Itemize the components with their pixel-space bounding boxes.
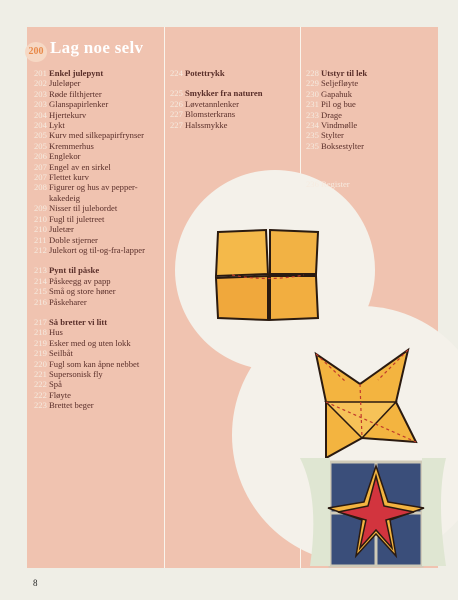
toc-entry[interactable]: 202 Juleløper — [34, 78, 81, 89]
toc-section-heading[interactable]: 213 Pynt til påske — [34, 265, 100, 276]
folded-square-illustration — [212, 226, 322, 324]
toc-entry[interactable]: 212 Julekort og til-og-fra-lapper — [34, 244, 145, 255]
star-fold-illustration — [296, 342, 426, 470]
toc-entry[interactable]: 205 Kremmerhus — [34, 140, 94, 151]
toc-entry[interactable]: 230 Gapahuk — [306, 88, 353, 99]
toc-entry[interactable]: 222 Fløyte — [34, 389, 71, 400]
toc-entry[interactable]: 201 Enkel julepynt — [34, 68, 104, 78]
toc-entry[interactable]: 204 Lykt — [34, 120, 65, 131]
toc-entry[interactable]: 234 Vindmølle — [306, 120, 358, 131]
toc-entry[interactable]: 235 Stylter — [306, 130, 344, 141]
toc-section-heading[interactable]: 228 Utstyr til lek — [306, 68, 368, 78]
toc-register — [306, 179, 350, 189]
toc-entry-continuation[interactable]: kakedeig — [49, 192, 81, 203]
toc-section-heading[interactable]: 217 Så bretter vi litt — [34, 316, 108, 327]
toc-entry[interactable]: 220 Fugl som kan åpne nebbet — [34, 358, 140, 369]
toc-entry[interactable]: 210 Juletær — [34, 224, 74, 235]
toc-column-3 — [306, 68, 367, 151]
toc-entry[interactable]: 235 Boksestylter — [306, 140, 364, 151]
toc-entry[interactable]: 216 Påskeharer — [34, 296, 87, 307]
toc-entry[interactable]: 226 Løvetannlenker — [170, 98, 239, 109]
toc-entry[interactable]: 211 Doble stjerner — [34, 234, 98, 245]
window-star-illustration — [296, 458, 446, 568]
toc-entry[interactable]: 214 Påskeegg av papp — [34, 275, 111, 286]
toc-entry[interactable]: 209 Nisser til julebordet — [34, 203, 118, 214]
page-title: Lag noe selv — [50, 38, 144, 57]
toc-entry[interactable]: 229 Seljefløyte — [306, 78, 359, 89]
toc-entry[interactable]: 208 Figurer og hus av pepper- — [34, 182, 138, 193]
toc-entry[interactable]: 227 Halssmykke — [170, 119, 228, 130]
toc-column-1 — [34, 68, 145, 411]
page-number: 8 — [33, 578, 38, 588]
toc-entry[interactable]: 218 Hus — [34, 327, 63, 338]
toc-entry[interactable]: 227 Blomsterkrans — [170, 109, 236, 120]
toc-entry[interactable]: 231 Pil og bue — [306, 99, 356, 110]
title-number: 200 — [25, 42, 47, 62]
toc-entry[interactable]: 222 Spå — [34, 379, 62, 390]
toc-entry[interactable]: 219 Esker med og uten lokk — [34, 337, 131, 348]
toc-entry[interactable]: 207 Engel av en sirkel — [34, 161, 111, 172]
toc-entry[interactable]: 203 Glanspapirlenker — [34, 99, 109, 110]
toc-entry[interactable]: 233 Drage — [306, 109, 342, 120]
toc-entry[interactable]: 207 Flettet kurv — [34, 172, 89, 183]
toc-entry[interactable]: 203 Røde filthjerter — [34, 88, 102, 99]
toc-section-heading[interactable]: 224 Potettrykk — [170, 68, 225, 78]
toc-entry[interactable]: 206 Englekor — [34, 151, 81, 162]
toc-entry[interactable]: 205 Kurv med silkepapirfrynser — [34, 130, 144, 141]
toc-entry[interactable]: 219 Seilbåt — [34, 348, 73, 359]
toc-section-heading[interactable]: 225 Smykker fra naturen — [170, 88, 263, 99]
toc-entry[interactable]: 210 Fugl til juletreet — [34, 213, 105, 224]
toc-entry[interactable]: 215 Små og store høner — [34, 286, 116, 297]
toc-entry[interactable]: 221 Supersonisk fly — [34, 368, 103, 379]
toc-entry[interactable]: 223 Brettet beger — [34, 400, 94, 411]
toc-entry[interactable]: 204 Hjertekurv — [34, 109, 87, 120]
column-divider-1 — [164, 27, 165, 568]
toc-entry-register[interactable]: 236 Register — [306, 179, 350, 189]
toc-column-2 — [170, 68, 263, 130]
